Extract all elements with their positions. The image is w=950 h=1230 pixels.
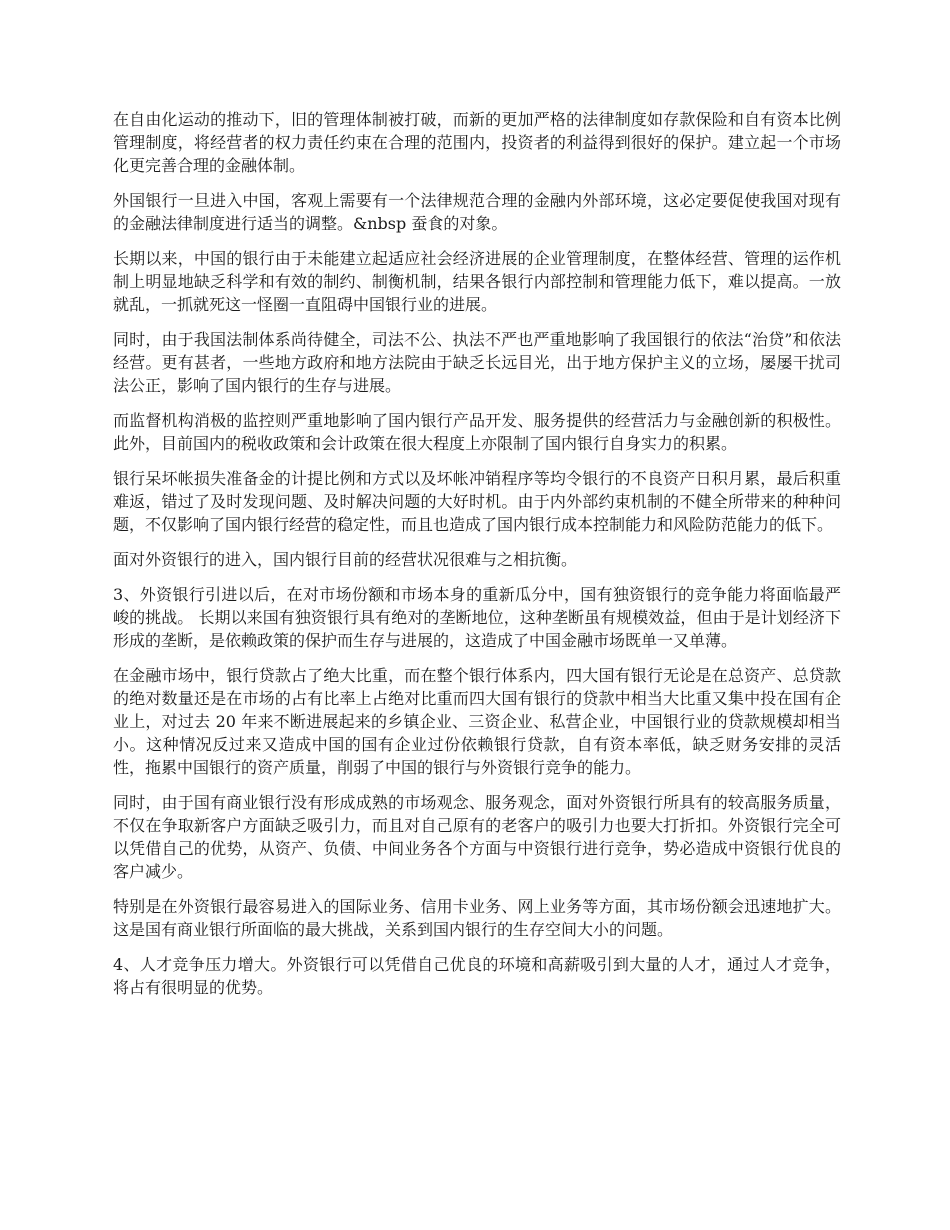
paragraph-9: 在金融市场中，银行贷款占了绝大比重，而在整个银行体系内，四大国有银行无论是在总资产、总贷款的绝对数量还是在市场的占有比率上占绝对比重而四大国有银行的贷款中相当大比重又集中投在国有企业上，对过去 20 年来不断进展起来的乡镇企业、三资企业、私营企业，中国银行业的贷款规模却相当小。这种情况反过来又造成中国的国有企业过份依赖银行贷款，自有资本率低，缺乏财务安排的灵活性，拖累中国银行的资产质量，削弱了中国的银行与外资银行竞争的能力。	[113, 666, 841, 777]
paragraph-2: 外国银行一旦进入中国，客观上需要有一个法律规范合理的金融内外部环境，这必定要促使我国对现有的金融法律制度进行适当的调整。&nbsp 蚕食的对象。	[113, 191, 841, 233]
paragraph-7: 面对外资银行的进入，国内银行目前的经营状况很难与之相抗衡。	[113, 550, 578, 569]
paragraph-5: 而监督机构消极的监控则严重地影响了国内银行产品开发、服务提供的经营活力与金融创新的积极性。此外，目前国内的税收政策和会计政策在很大程度上亦限制了国内银行自身实力的积累。	[113, 411, 841, 453]
paragraph-3: 长期以来，中国的银行由于未能建立起适应社会经济进展的企业管理制度，在整体经营、管理的运作机制上明显地缺乏科学和有效的制约、制衡机制，结果各银行内部控制和管理能力低下，难以提高。一放就乱，一抓就死这一怪圈一直阻碍中国银行业的进展。	[113, 249, 841, 314]
paragraph-4: 同时，由于我国法制体系尚待健全，司法不公、执法不严也严重地影响了我国银行的依法“治贷”和依法经营。更有甚者，一些地方政府和地方法院由于缺乏长远目光，出于地方保护主义的立场，屡屡干扰司法公正，影响了国内银行的生存与进展。	[113, 330, 841, 395]
paragraph-1: 在自由化运动的推动下，旧的管理体制被打破，而新的更加严格的法律制度如存款保险和自有资本比例管理制度，将经营者的权力责任约束在合理的范围内，投资者的利益得到很好的保护。建立起一个市场化更完善合理的金融体制。	[113, 110, 841, 175]
paragraph-10: 同时，由于国有商业银行没有形成成熟的市场观念、服务观念，面对外资银行所具有的较高服务质量，不仅在争取新客户方面缺乏吸引力，而且对自己原有的老客户的吸引力也要大打折扣。外资银行完全可以凭借自己的优势，从资产、负债、中间业务各个方面与中资银行进行竞争，势必造成中资银行优良的客户减少。	[113, 793, 841, 881]
paragraph-6: 银行呆坏帐损失准备金的计提比例和方式以及坏帐冲销程序等均令银行的不良资产日积月累，最后积重难返，错过了及时发现问题、及时解决问题的大好时机。由于内外部约束机制的不健全所带来的种种问题，不仅影响了国内银行经营的稳定性，而且也造成了国内银行成本控制能力和风险防范能力的低下。	[113, 469, 841, 534]
paragraph-12: 4、人才竞争压力增大。外资银行可以凭借自己优良的环境和高薪吸引到大量的人才，通过人才竞争，将占有很明显的优势。	[113, 955, 841, 997]
paragraph-8: 3、外资银行引进以后，在对市场份额和市场本身的重新瓜分中，国有独资银行的竞争能力将面临最严峻的挑战。 长期以来国有独资银行具有绝对的垄断地位，这种垄断虽有规模效益，但由于是计划经济下形成的垄断，是依赖政策的保护而生存与进展的，这造成了中国金融市场既单一又单薄。	[113, 585, 841, 650]
paragraph-11: 特别是在外资银行最容易进入的国际业务、信用卡业务、网上业务等方面，其市场份额会迅速地扩大。这是国有商业银行所面临的最大挑战，关系到国内银行的生存空间大小的问题。	[113, 897, 841, 939]
document-page	[113, 108, 841, 1011]
